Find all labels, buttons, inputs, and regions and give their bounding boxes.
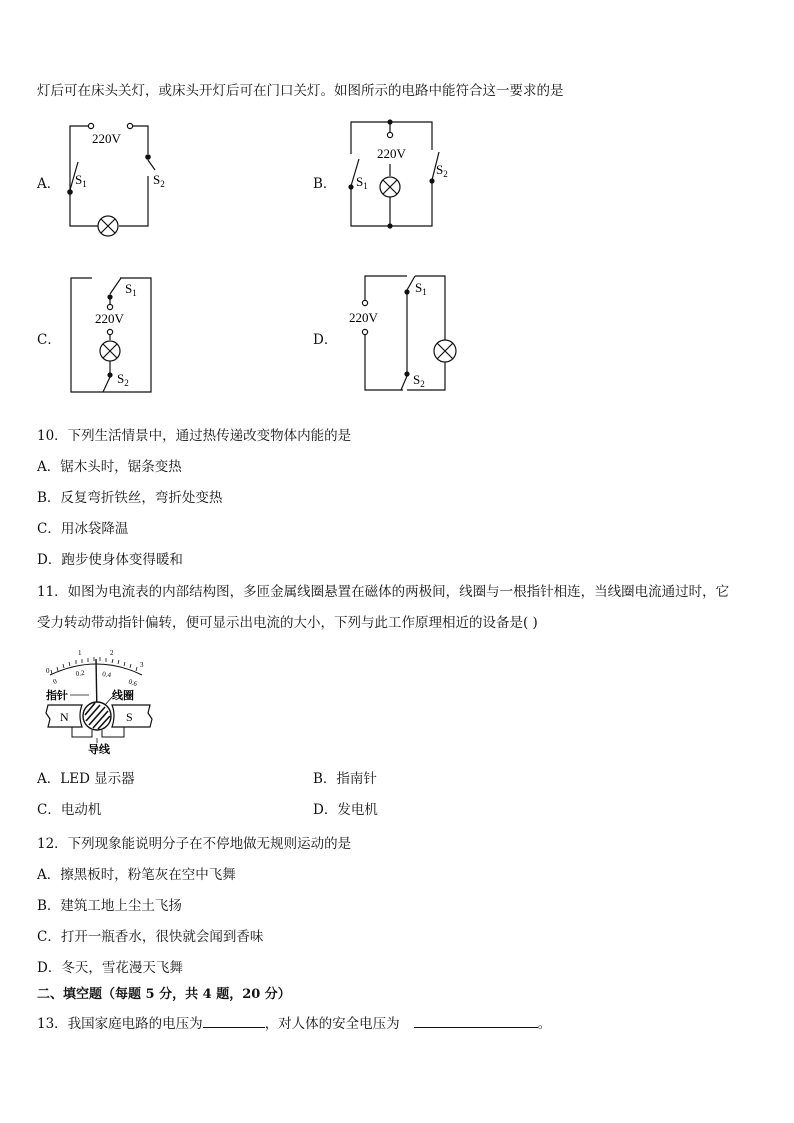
q11-scale-end-0: 0 (46, 667, 50, 675)
q12-option-b: B．建筑工地上尘土飞扬 (37, 898, 182, 914)
q10-option-d: D．跑步使身体变得暖和 (37, 552, 183, 568)
q11-option-d: D．发电机 (313, 802, 378, 818)
q11-scale-top-2: 2 (110, 649, 114, 657)
q13-blank-1[interactable] (203, 1013, 265, 1028)
q9-d-s1-sub: 1 (422, 287, 427, 297)
q9-a-voltage: 220V (92, 131, 121, 146)
q9-option-c-label: C． (37, 332, 61, 348)
q9-c-s1-sub: 1 (132, 288, 137, 298)
q9-b-s2-sub: 2 (443, 169, 448, 179)
svg-text:S1 (415, 280, 427, 297)
q9-c-s1-letter: S (125, 281, 133, 296)
svg-text:S2 (153, 172, 165, 189)
q13-part2: ，对人体的安全电压为 (264, 1016, 400, 1032)
q9-option-b-label: B． (313, 176, 337, 192)
svg-text:S1 (125, 281, 137, 298)
q10-option-c: C．用冰袋降温 (37, 521, 129, 537)
q9-b-voltage: 220V (377, 146, 406, 161)
q11-coil-label: 线圈 (112, 690, 134, 702)
svg-text:S1 (356, 174, 368, 191)
q11-option-a: A．LED 显示器 (37, 771, 135, 787)
q9-c-s2-sub: 2 (124, 378, 129, 388)
q13-part3: 。 (537, 1016, 552, 1032)
q12-option-d: D．冬天，雪花漫天飞舞 (37, 960, 183, 976)
q11-scale-top-1: 1 (78, 649, 82, 657)
svg-text:S2 (413, 372, 425, 389)
q11-scale-bottom-0: 0 (51, 677, 58, 686)
q9-circuit-b (345, 114, 448, 236)
q11-north-pole: N (60, 710, 69, 724)
q9-option-a-label: A． (37, 176, 61, 192)
svg-text:S1 (75, 172, 87, 189)
q10-option-a: A．锯木头时，锯条变热 (37, 459, 182, 475)
q9-stem-tail: 灯后可在床头关灯，或床头开灯后可在门口关灯。如图所示的电路中能符合这一要求的是 (37, 83, 564, 99)
q13-part1: 13．我国家庭电路的电压为 (37, 1016, 203, 1032)
q9-b-s2-letter: S (436, 162, 444, 177)
q11-scale-end-3: 3 (140, 661, 144, 669)
q9-a-s2-letter: S (153, 172, 161, 187)
q12-option-c: C．打开一瓶香水，很快就会闻到香味 (37, 929, 264, 945)
q11-wire-label: 导线 (88, 744, 110, 756)
q11-stem-line1: 11．如图为电流表的内部结构图，多匝金属线圈悬置在磁体的两极间，线圈与一根指针相连，当线圈电流通过时，它 (37, 584, 730, 600)
q9-b-s1-sub: 1 (363, 181, 368, 191)
q13-line (37, 1013, 551, 1033)
q9-c-voltage: 220V (95, 311, 124, 326)
q9-d-s2-letter: S (413, 372, 421, 387)
section2-title: 二、填空题（每题 5 分，共 4 题，20 分） (37, 987, 291, 1002)
q9-b-s1-letter: S (356, 174, 364, 189)
q9-circuit-a (60, 118, 180, 243)
q10-stem: 10．下列生活情景中，通过热传递改变物体内能的是 (37, 428, 352, 444)
q9-option-d-label: D． (313, 332, 338, 348)
q13-blank-2[interactable] (414, 1013, 538, 1028)
q11-stem-line2: 受力转动带动指针偏转，便可显示出电流的大小，下列与此工作原理相近的设备是( ) (37, 615, 538, 631)
svg-text:S2 (117, 371, 129, 388)
q9-a-s1-letter: S (75, 172, 83, 187)
q11-option-c: C．电动机 (37, 802, 102, 818)
q11-scale-bottom-02: 0.2 (75, 668, 85, 678)
q9-circuit-d (345, 270, 470, 395)
q11-south-pole: S (126, 710, 133, 724)
q11-pointer-label: 指针 (46, 690, 68, 702)
q11-ammeter-figure (42, 645, 157, 757)
q9-d-s1-letter: S (415, 280, 423, 295)
q9-circuit-c (65, 272, 175, 397)
q9-a-s1-sub: 1 (82, 179, 87, 189)
q9-c-s2-letter: S (117, 371, 125, 386)
q9-d-s2-sub: 2 (420, 379, 425, 389)
svg-text:S2 (436, 162, 448, 179)
q11-scale-bottom-04: 0.4 (101, 670, 112, 680)
q9-d-voltage: 220V (349, 310, 378, 325)
q12-stem: 12．下列现象能说明分子在不停地做无规则运动的是 (37, 836, 352, 852)
q9-a-s2-sub: 2 (160, 179, 165, 189)
q10-option-b: B．反复弯折铁丝，弯折处变热 (37, 490, 223, 506)
q11-option-b: B．指南针 (313, 771, 377, 787)
q11-scale-bottom-06: 0.6 (127, 677, 139, 689)
q12-option-a: A．擦黑板时，粉笔灰在空中飞舞 (37, 867, 236, 883)
